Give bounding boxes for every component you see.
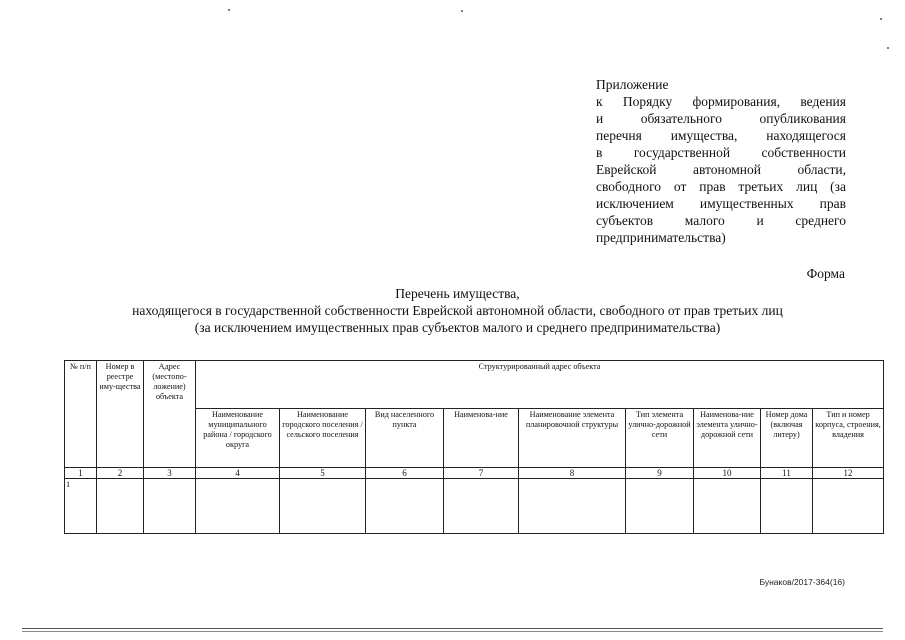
column-number: 11 [761, 468, 813, 479]
document-code: Бунаков/2017-364(16) [759, 577, 845, 587]
subheader-cell: Наименование элемента планировочной структуры [519, 409, 626, 468]
title-line: находящегося в государственной собственности Еврейской автономной области, свободного от прав третьих лиц [132, 303, 783, 318]
table-row [65, 479, 884, 534]
column-number: 7 [444, 468, 519, 479]
page-bottom-rule [22, 631, 883, 632]
data-cell [196, 479, 280, 534]
data-cell [694, 479, 761, 534]
table-header-row [65, 361, 884, 409]
appendix-line: в государственной собственности [596, 145, 846, 160]
column-number: 3 [144, 468, 196, 479]
title-line: Перечень имущества, [395, 286, 520, 301]
header-cell-number: № п/п [65, 361, 97, 468]
data-cell [366, 479, 444, 534]
appendix-line: Еврейской автономной области, [596, 162, 846, 177]
subheader-cell: Тип элемента улично-дорожной сети [626, 409, 694, 468]
appendix-line: и обязательного опубликования [596, 111, 846, 126]
scan-speck [880, 18, 882, 20]
header-cell-address: Адрес (местопо-ложение) объекта [144, 361, 196, 468]
column-number: 1 [65, 468, 97, 479]
header-cell-structured-address: Структурированный адрес объекта [196, 361, 884, 409]
property-table [64, 360, 884, 534]
scan-speck [461, 10, 463, 12]
column-number: 10 [694, 468, 761, 479]
appendix-line: свободного от прав третьих лиц (за [596, 179, 846, 194]
data-cell [144, 479, 196, 534]
row-number: 1 [65, 479, 97, 534]
title-line: (за исключением имущественных прав субъектов малого и среднего предпринимательства) [194, 320, 721, 335]
subheader-cell: Наименование городского поселения / сельского поселения [280, 409, 366, 468]
appendix-heading: Приложение [596, 77, 669, 92]
column-number: 9 [626, 468, 694, 479]
appendix-line: перечня имущества, находящегося [596, 128, 846, 143]
column-number: 2 [97, 468, 144, 479]
scan-speck [887, 47, 889, 49]
appendix-line: к Порядку формирования, ведения [596, 94, 846, 109]
header-cell-registry-number: Номер в реестре иму-щества [97, 361, 144, 468]
subheader-cell: Наименова-ние элемента улично-дорожной сети [694, 409, 761, 468]
data-cell [813, 479, 884, 534]
document-title [60, 285, 855, 336]
form-label: Форма [806, 266, 845, 281]
appendix-block [596, 76, 846, 246]
column-number: 8 [519, 468, 626, 479]
column-number: 6 [366, 468, 444, 479]
page-bottom-rule [22, 628, 883, 629]
column-number: 5 [280, 468, 366, 479]
scan-speck [228, 9, 230, 11]
subheader-cell: Номер дома (включая литеру) [761, 409, 813, 468]
appendix-line: субъектов малого и среднего [596, 213, 846, 228]
data-cell [761, 479, 813, 534]
column-number: 12 [813, 468, 884, 479]
subheader-cell: Наименова-ние [444, 409, 519, 468]
subheader-cell: Тип и номер корпуса, строения, владения [813, 409, 884, 468]
subheader-cell: Вид населенного пункта [366, 409, 444, 468]
data-cell [626, 479, 694, 534]
column-number-row [65, 468, 884, 479]
appendix-line: исключением имущественных прав [596, 196, 846, 211]
appendix-line: предпринимательства) [596, 230, 726, 245]
data-cell [280, 479, 366, 534]
data-cell [519, 479, 626, 534]
data-cell [444, 479, 519, 534]
column-number: 4 [196, 468, 280, 479]
subheader-cell: Наименование муниципального района / городского округа [196, 409, 280, 468]
data-cell [97, 479, 144, 534]
